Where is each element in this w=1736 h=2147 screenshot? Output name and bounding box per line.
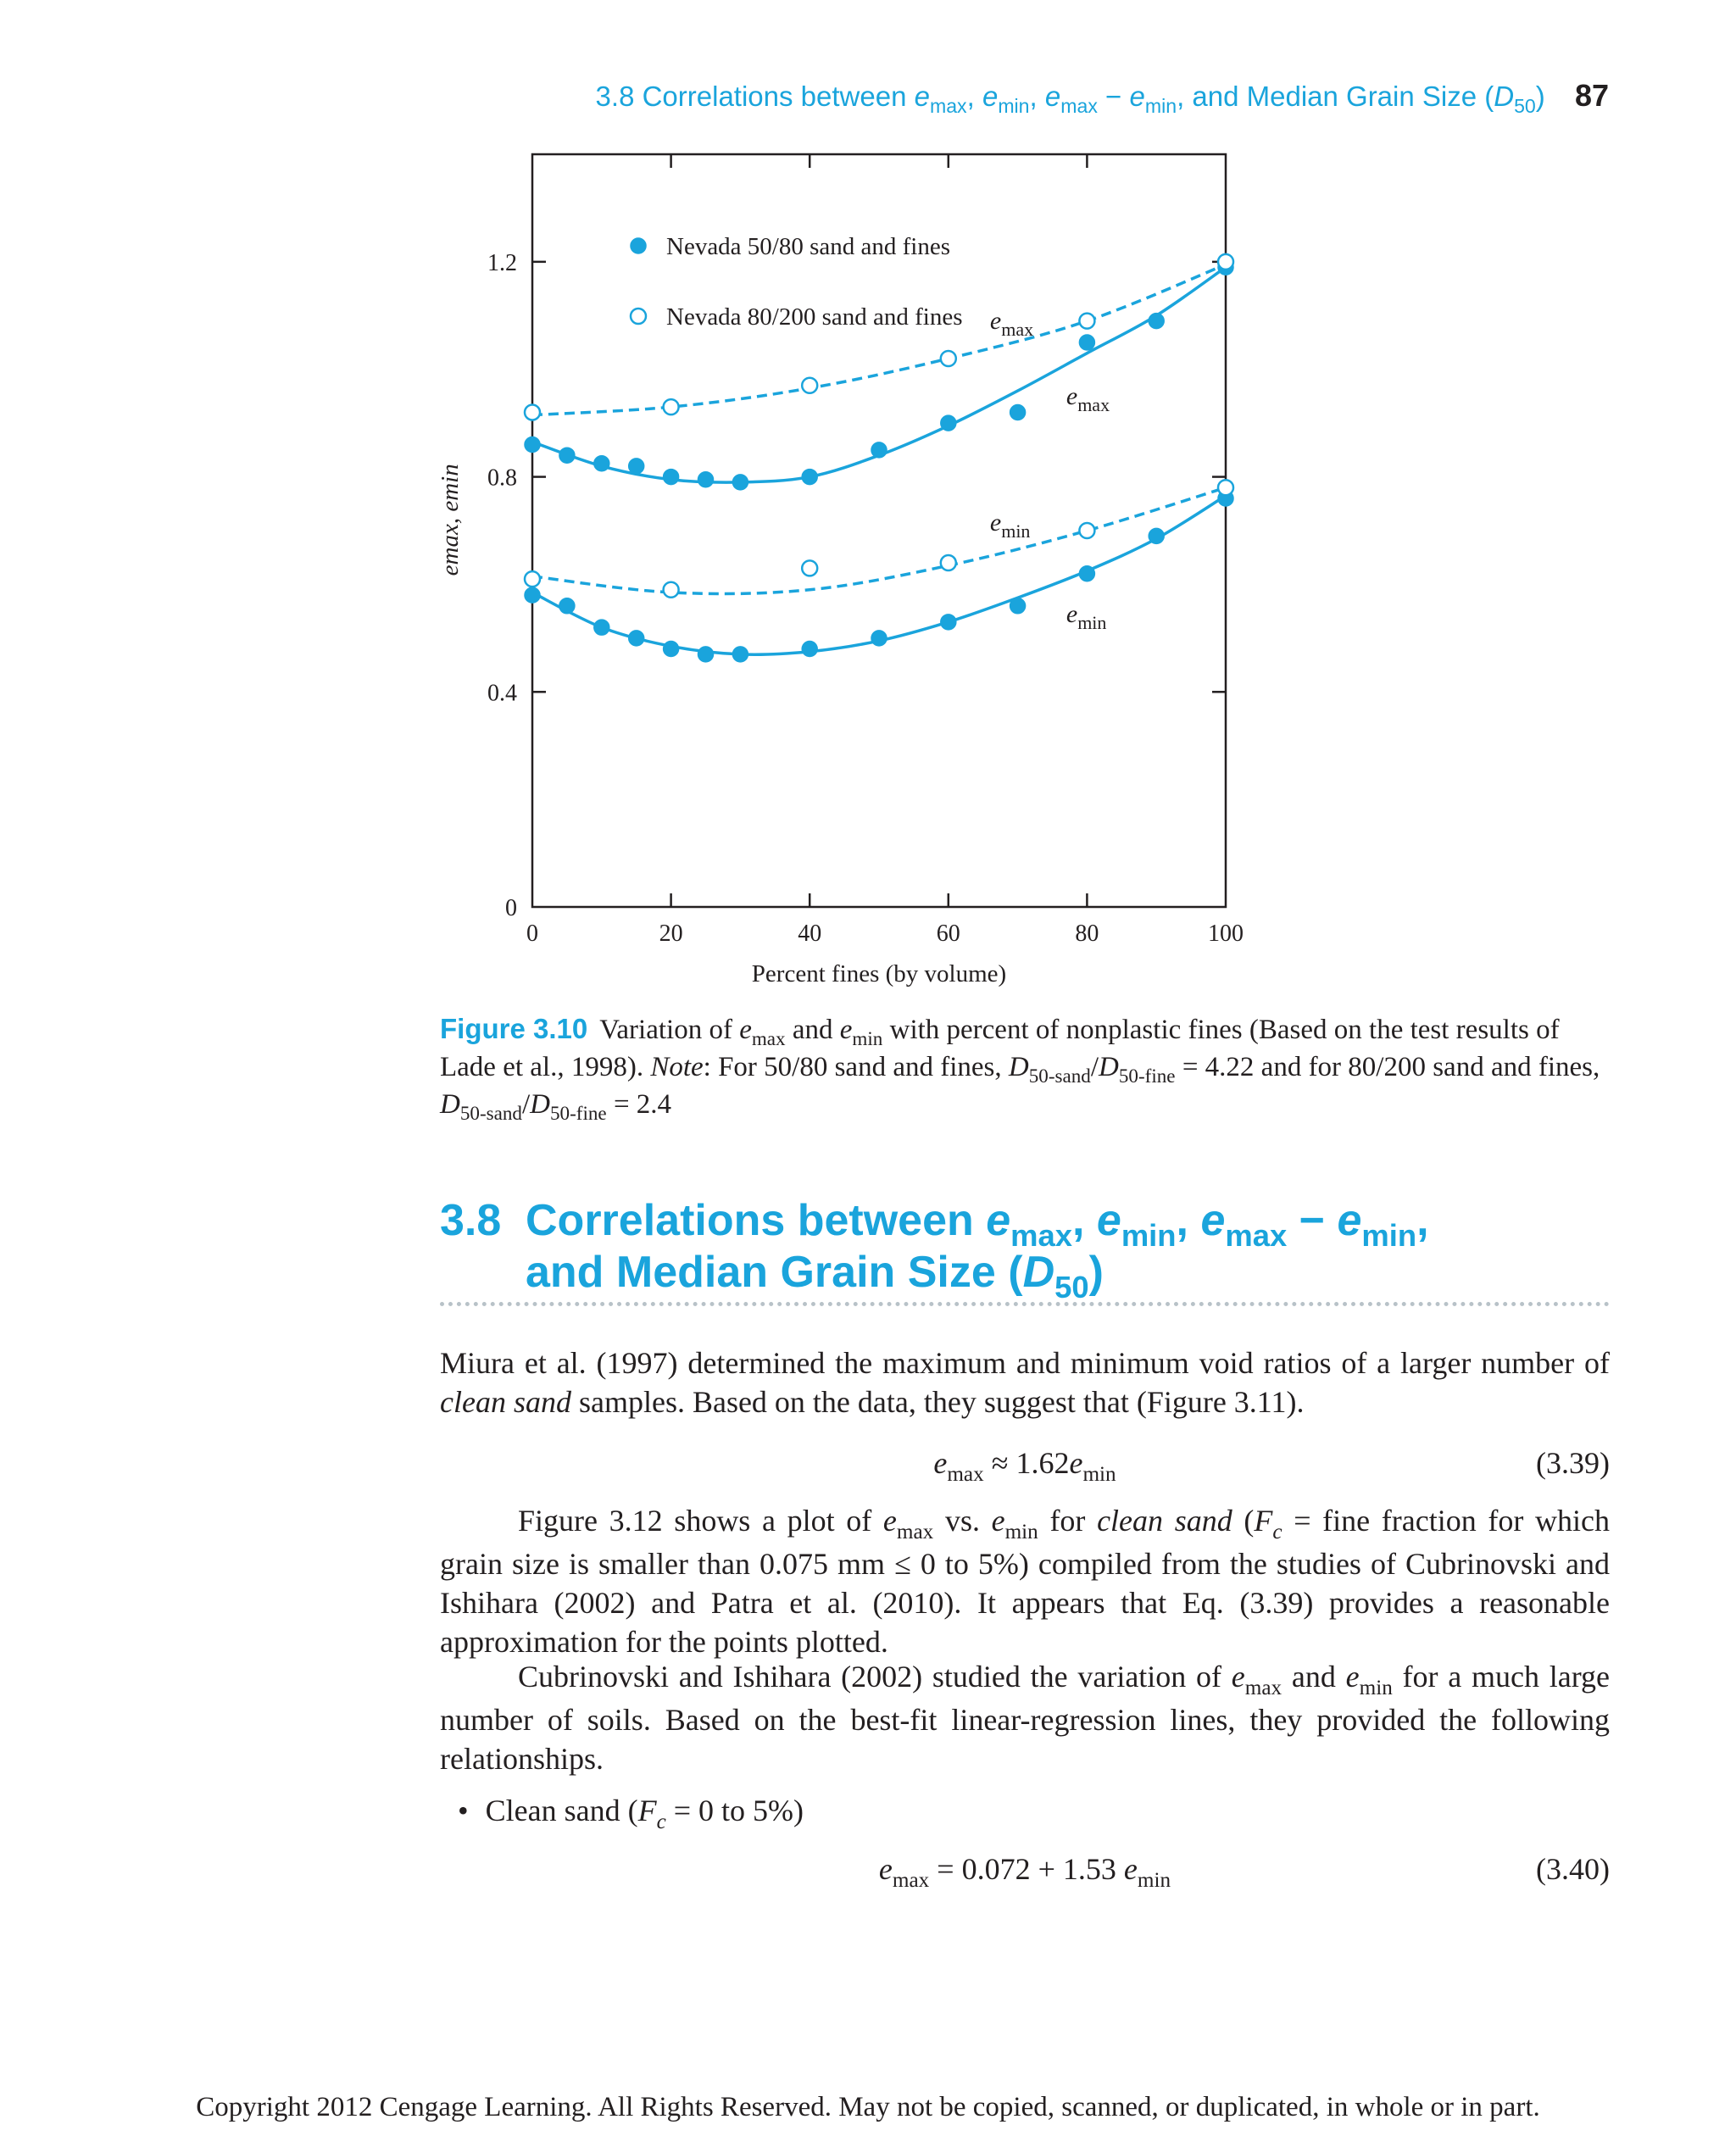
section-heading xyxy=(440,1196,1610,1304)
y-tick-label: 0.8 xyxy=(487,464,517,492)
data-point-filled xyxy=(1080,566,1094,581)
equation-number: (3.39) xyxy=(1536,1446,1610,1480)
legend-label: Nevada 80/200 sand and fines xyxy=(666,303,963,331)
data-point-filled xyxy=(526,437,540,452)
paragraph-2: Figure 3.12 shows a plot of $e_{max}$ vs. $e_{min}$ for clean sand ($F_c$ = fine fraction for which grain size is smaller than 0.075 mm ≤ 0 to 5%) compiled from the studies of Cubrinovski and Ishihara (2002) and Patra et al. (2010). It appears that Eq. (3.39) provides a reasonable approximation for the points plotted. xyxy=(440,1504,1610,1659)
data-point-filled xyxy=(803,470,817,484)
page-number: 87 xyxy=(1574,78,1609,113)
legend-label: Nevada 50/80 sand and fines xyxy=(666,233,951,260)
fit-curve-dashed xyxy=(532,264,1226,415)
section-title-line2: and Median Grain Size $(D_{50})$ xyxy=(526,1248,1104,1304)
data-point-filled xyxy=(526,588,540,603)
curve-label-subscript: max xyxy=(1077,393,1110,415)
data-point-filled xyxy=(698,647,713,661)
data-point-open xyxy=(525,571,540,587)
data-point-filled xyxy=(1010,405,1025,420)
data-point-filled xyxy=(1010,598,1025,613)
data-point-open xyxy=(1079,523,1094,538)
y-tick-label: 1.2 xyxy=(487,249,517,276)
data-point-filled xyxy=(594,456,609,470)
data-point-open xyxy=(1218,480,1233,495)
fit-curve-dashed xyxy=(532,487,1226,593)
data-point-filled xyxy=(1080,336,1094,350)
data-point-filled xyxy=(733,475,748,489)
data-point-open xyxy=(941,555,956,570)
data-point-open xyxy=(664,582,679,598)
running-head: 3.8 Correlations between $e_{max}$, $e_{min}$, $e_{max} - e_{min}$, and Median Grain Size $(D_{50})$ 87 xyxy=(595,78,1609,118)
data-point-open xyxy=(664,399,679,414)
data-point-filled xyxy=(664,470,678,484)
paragraph-1: Miura et al. (1997) determined the maximum and minimum void ratios of a larger number of clean sand samples. Based on the data, they suggest that (Figure 3.11). xyxy=(440,1346,1610,1419)
data-point-filled xyxy=(872,631,887,645)
paragraph-3: Cubrinovski and Ishihara (2002) studied the variation of $e_{max}$ and $e_{min}$ for a much large number of soils. Based on the best-fit linear-regression lines, they provided the following relationships. xyxy=(440,1660,1611,1776)
equation-3-39: $e_{max} \approx 1.62e_{min}$ (3.39) xyxy=(933,1446,1610,1486)
y-tick-label: 0.4 xyxy=(487,680,517,707)
curve-label-subscript: max xyxy=(1001,319,1034,341)
data-point-filled xyxy=(872,442,887,457)
data-point-open xyxy=(1079,314,1094,329)
data-point-filled xyxy=(941,615,955,629)
data-point-filled xyxy=(1149,314,1164,328)
data-point-filled xyxy=(559,448,574,463)
section-divider xyxy=(440,1302,1610,1306)
void-ratio-chart xyxy=(424,140,1322,996)
equation-3-40: $e_{max} = 0.072 + 1.53$ $e_{min}$ (3.40) xyxy=(878,1852,1610,1892)
data-point-open xyxy=(941,351,956,366)
legend-marker-filled xyxy=(632,239,646,253)
copyright-footer: Copyright 2012 Cengage Learning. All Rights Reserved. May not be copied, scanned, or duplicated, in whole or in part. xyxy=(196,2092,1540,2122)
data-point-open xyxy=(802,378,817,393)
legend-marker-open xyxy=(631,309,646,324)
data-point-filled xyxy=(629,459,643,473)
x-tick-label: 0 xyxy=(526,921,538,947)
x-tick-label: 60 xyxy=(936,921,960,947)
data-point-open xyxy=(802,560,817,576)
data-point-filled xyxy=(629,631,643,645)
equation-number: (3.40) xyxy=(1536,1852,1610,1886)
data-point-filled xyxy=(803,642,817,656)
plot-frame xyxy=(532,154,1226,907)
figure-label: Figure 3.10 xyxy=(440,1013,588,1044)
data-point-open xyxy=(525,404,540,420)
curve-label: $e_{max}$ xyxy=(1066,381,1110,415)
data-point-filled xyxy=(559,598,574,613)
x-axis-title: Percent fines (by volume) xyxy=(751,960,1007,987)
data-point-open xyxy=(1218,254,1233,270)
y-tick-label: 0 xyxy=(505,895,517,921)
y-axis-title: emax, emin xyxy=(437,464,464,576)
data-point-filled xyxy=(664,642,678,656)
data-point-filled xyxy=(733,647,748,661)
x-tick-label: 100 xyxy=(1208,921,1244,947)
bullet-clean-sand: • Clean sand ($F_c = 0$ to 5%) xyxy=(458,1794,804,1833)
x-tick-label: 20 xyxy=(659,921,683,947)
data-point-filled xyxy=(698,472,713,487)
x-tick-label: 40 xyxy=(798,921,822,947)
curve-label: $e_{min}$ xyxy=(989,509,1031,542)
section-number: 3.8 xyxy=(440,1196,502,1245)
data-point-filled xyxy=(941,416,955,431)
x-tick-label: 80 xyxy=(1075,921,1099,947)
curve-label-subscript: min xyxy=(1077,611,1107,633)
curve-label: $e_{max}$ xyxy=(989,307,1034,341)
curve-label: $e_{min}$ xyxy=(1066,599,1107,633)
bullet-icon: • xyxy=(458,1794,469,1827)
section-title-line1: Correlations between $e_{max}$, $e_{min}$, $e_{max} - e_{min}$, xyxy=(526,1196,1429,1253)
figure-caption: Figure 3.10 Variation of $e_{max}$ and $e_{min}$ with percent of nonplastic fines (Based on the test results of Lade et al., 1998). Note: For 50/80 sand and fines, $D_{50-sand}/D_{50-fine} = 4.22$ and for 80/200 sand and fines, $D_{50-sand}/D_{50-fine} = 2.4$ xyxy=(440,1013,1600,1125)
data-point-filled xyxy=(594,620,609,635)
curve-label-subscript: min xyxy=(1001,520,1031,542)
data-point-filled xyxy=(1149,529,1164,543)
